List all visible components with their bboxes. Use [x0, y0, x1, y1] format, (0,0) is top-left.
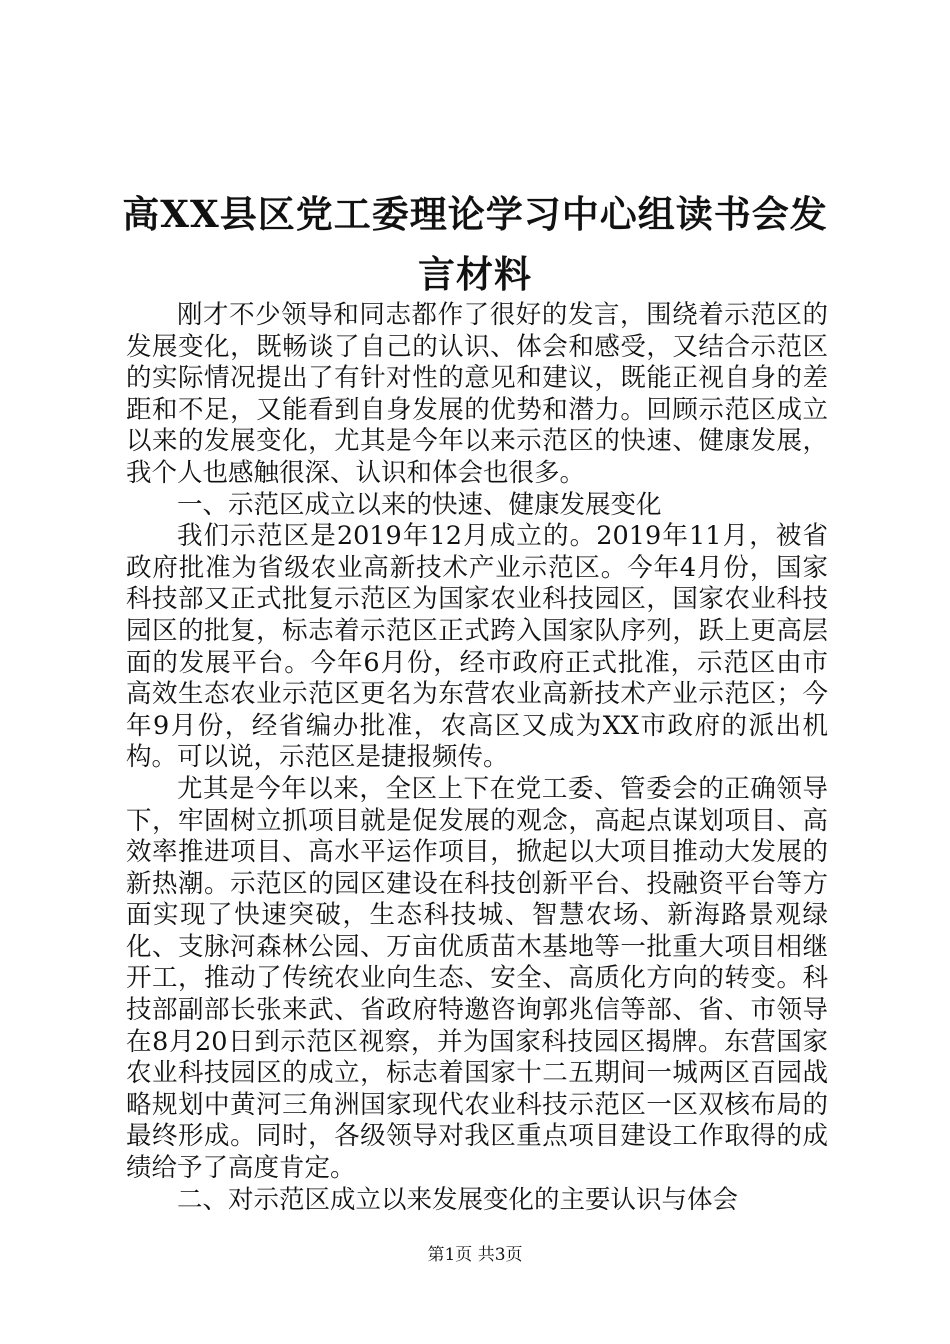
section-heading-1: 一、示范区成立以来的快速、健康发展变化	[177, 489, 662, 520]
paragraph-history: 我们示范区是2019年12月成立的。2019年11月，被省政府批准为省级农业高新技术产业示范区。今年4月份，国家科技部又正式批复示范区为国家农业科技园区，国家农业科技园区的批复，标志着示范区正式跨入国家队序列，跃上更高层面的发展平台。今年6月份，经市政府正式批准，示范区由市高效生态农业示范区更名为东营农业高新技术产业示范区；今年9月份，经省编办批准，农高区又成为XX市政府的派出机构。可以说，示范区是捷报频传。	[126, 521, 828, 773]
document-body	[126, 300, 828, 1216]
page-number-footer: 第1页 共3页	[427, 1245, 523, 1265]
paragraph-projects: 尤其是今年以来，全区上下在党工委、管委会的正确领导下，牢固树立抓项目就是促发展的观念，高起点谋划项目、高效率推进项目、高水平运作项目，掀起以大项目推动大发展的新热潮。示范区的园区建设在科技创新平台、投融资平台等方面实现了快速突破，生态科技城、智慧农场、新海路景观绿化、支脉河森林公园、万亩优质苗木基地等一批重大项目相继开工，推动了传统农业向生态、安全、高质化方向的转变。科技部副部长张来武、省政府特邀咨询郭兆信等部、省、市领导在8月20日到示范区视察，并为国家科技园区揭牌。东营国家农业科技园区的成立，标志着国家十二五期间一城两区百园战略规划中黄河三角洲国家现代农业科技示范区一区双核布局的最终形成。同时，各级领导对我区重点项目建设工作取得的成绩给予了高度肯定。	[126, 773, 828, 1184]
section-heading-2: 二、对示范区成立以来发展变化的主要认识与体会	[177, 1184, 739, 1215]
paragraph-intro: 刚才不少领导和同志都作了很好的发言，围绕着示范区的发展变化，既畅谈了自己的认识、体会和感受，又结合示范区的实际情况提出了有针对性的意见和建议，既能正视自身的差距和不足，又能看到自身发展的优势和潜力。回顾示范区成立以来的发展变化，尤其是今年以来示范区的快速、健康发展，我个人也感触很深、认识和体会也很多。	[126, 300, 828, 488]
document-title: 高XX县区党工委理论学习中心组读书会发言材料	[122, 192, 828, 296]
